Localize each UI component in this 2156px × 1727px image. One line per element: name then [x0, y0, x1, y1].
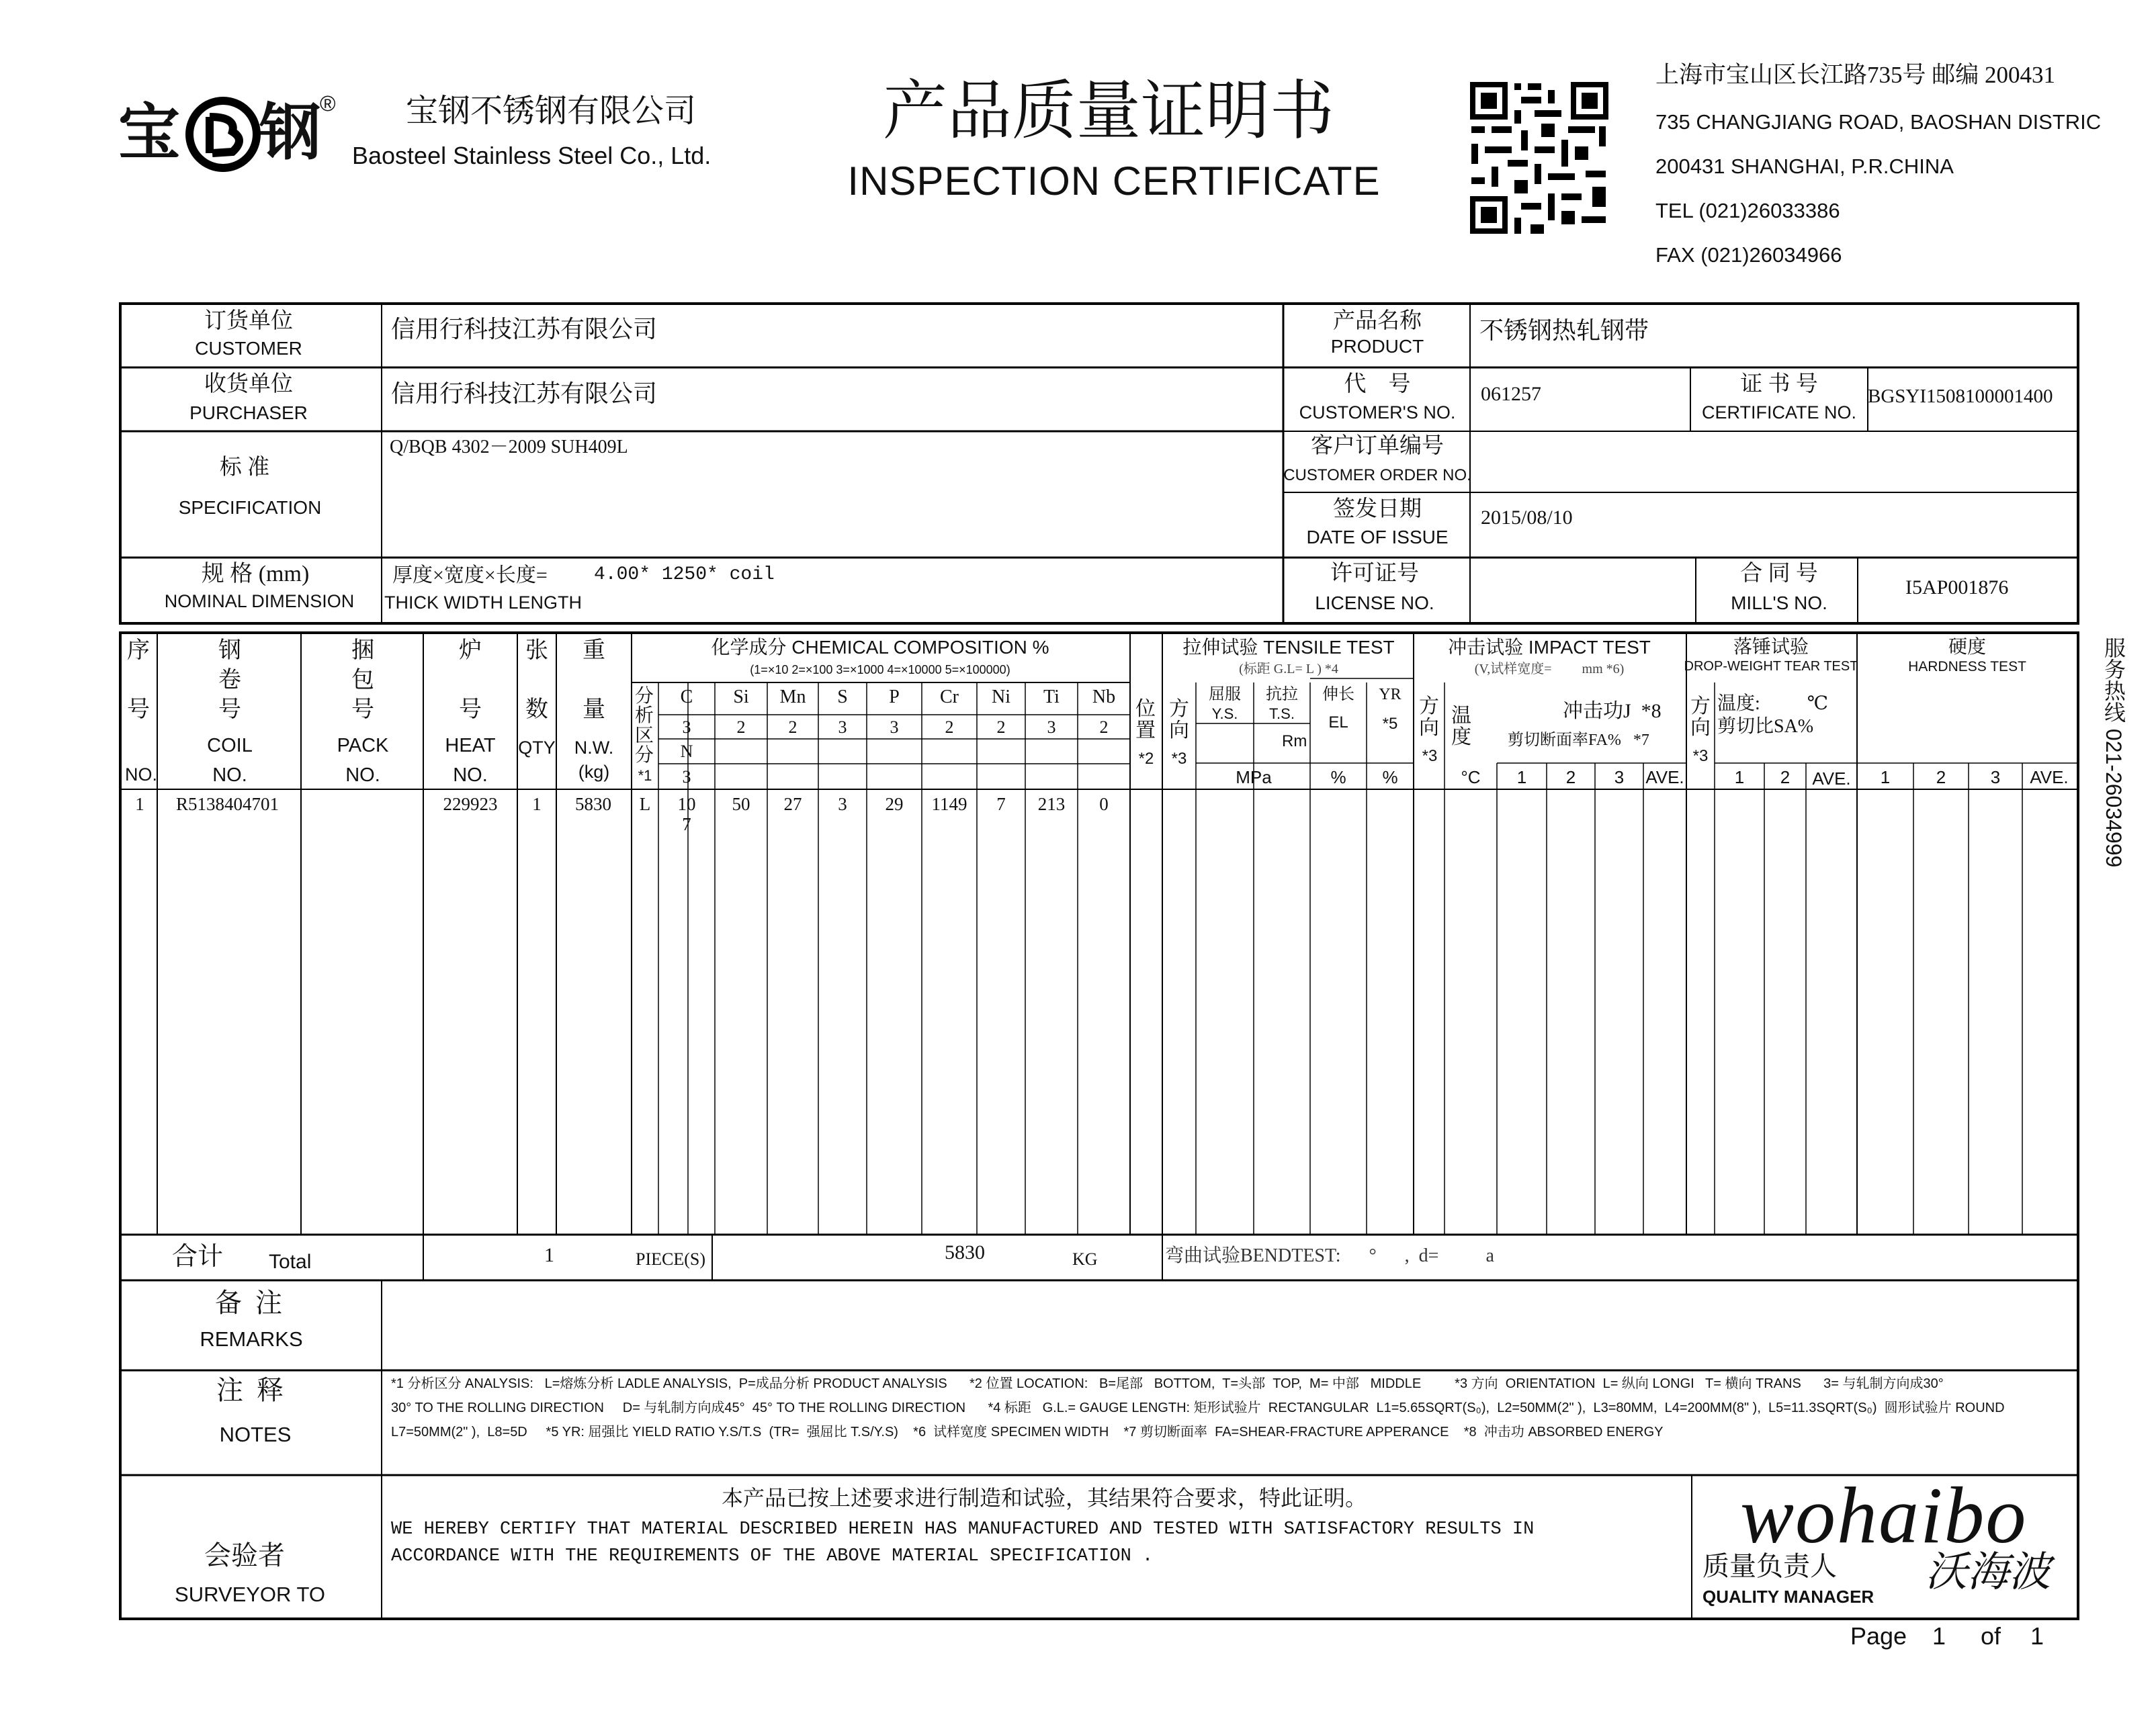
- hardness-title-en: HARDNESS TEST: [1908, 659, 2026, 674]
- pack-label-2: 包: [351, 668, 374, 693]
- qty-label-2: 数: [525, 697, 548, 722]
- license-label-en: LICENSE NO.: [1315, 592, 1434, 613]
- dim-label-en: NOMINAL DIMENSION: [164, 591, 355, 611]
- logo-text-bao: 宝: [118, 99, 181, 167]
- qty-label-1: 张: [525, 638, 548, 663]
- product-label-cn: 产品名称: [1333, 309, 1422, 333]
- purchaser-label-en: PURCHASER: [189, 402, 308, 423]
- element-ti: Ti: [1043, 687, 1060, 707]
- impact-shear-label: 剪切断面率FA% *7: [1508, 732, 1649, 749]
- signature: wohaibo: [1740, 1470, 2028, 1560]
- spec-label-cn: 标 准: [219, 455, 270, 480]
- total-label-cn: 合计: [172, 1243, 224, 1271]
- element-mn: Mn: [779, 687, 806, 707]
- notes-line-1: *1 分析区分 ANALYSIS: L=熔炼分析 LADLE ANALYSIS, P=成品分析 PRODUCT ANALYSIS *2 位置 LOCATION: B=尾部 BOTTOM, T=头部 TOP, M= 中部 MIDDLE *3 方向 ORIENTATION L= 纵向 LONGI T= 横向 TRANS 3= 与轧制方向成30°: [391, 1376, 1944, 1391]
- dim-label-cn: 规 格 (mm): [201, 562, 310, 586]
- license-label-cn: 许可证号: [1330, 562, 1419, 586]
- address-cn: 上海市宝山区长江路735号 邮编 200431: [1655, 62, 2056, 88]
- impact-sub: (V,试样宽度= mm *6): [1474, 662, 1625, 676]
- dwtt-direction-note: *3: [1692, 747, 1709, 765]
- dim-desc-en: THICK WIDTH LENGTH: [384, 592, 582, 613]
- cell-ni: 7: [996, 794, 1006, 814]
- cell-ti: 213: [1037, 794, 1066, 814]
- dwtt-title: 落锤试验: [1733, 637, 1809, 658]
- weight-label-1: 重: [583, 638, 605, 663]
- seq-label-1: 序: [127, 638, 150, 663]
- element-nb: Nb: [1092, 687, 1116, 707]
- remarks-label-en: REMARKS: [200, 1327, 303, 1351]
- dwtt-direction-label: 方向: [1690, 695, 1711, 739]
- impact-temp-unit: °C: [1461, 767, 1481, 787]
- fax: FAX (021)26034966: [1655, 243, 1842, 267]
- cell-si: 50: [732, 794, 750, 814]
- scale-ni: 2: [996, 717, 1006, 737]
- logo-text-gang: 钢: [259, 99, 322, 167]
- product-value: 不锈钢热轧钢带: [1479, 317, 1649, 344]
- chem-scale: (1=×10 2=×100 3=×1000 4=×10000 5=×100000): [750, 663, 1010, 676]
- el-label-en: EL: [1328, 713, 1348, 732]
- hardness-title: 硬度: [1948, 637, 1987, 658]
- scale-n: 3: [682, 767, 691, 787]
- telephone: TEL (021)26033386: [1655, 199, 1840, 222]
- pack-label-3: 号: [351, 697, 374, 722]
- cell-cr: 1149: [931, 794, 967, 814]
- impact-energy-label: 冲击功J *8: [1563, 700, 1662, 722]
- cell-c: 10: [677, 794, 696, 814]
- spec-label-en: SPECIFICATION: [178, 497, 322, 518]
- total-qty-unit: PIECE(S): [636, 1249, 705, 1269]
- qty-label-en: QTY: [518, 738, 556, 758]
- dwtt-col-2: 2: [1780, 767, 1791, 787]
- order-label-cn: 客户订单编号: [1311, 434, 1444, 458]
- cell-seq: 1: [135, 794, 144, 814]
- seq-label-2: 号: [127, 697, 150, 722]
- ts-label-en: T.S.: [1269, 705, 1295, 722]
- location-label: 位置: [1135, 698, 1156, 742]
- notes-label-en: NOTES: [219, 1423, 292, 1446]
- contract-label-cn: 合 同 号: [1740, 562, 1818, 586]
- cell-mn: 27: [783, 794, 802, 814]
- hardness-col-1: 1: [1880, 767, 1891, 787]
- mpa-label: MPa: [1236, 767, 1272, 787]
- surveyor-label-en: SURVEYOR TO: [175, 1583, 325, 1606]
- tensile-direction-note: *3: [1171, 750, 1187, 768]
- qr-code-icon: [1467, 79, 1611, 236]
- impact-title: 冲击试验 IMPACT TEST: [1448, 637, 1651, 658]
- customer-label-en: CUSTOMER: [195, 338, 302, 359]
- customer-value: 信用行科技江苏有限公司: [391, 316, 658, 343]
- el-label-cn: 伸长: [1322, 686, 1354, 703]
- weight-label-en: N.W.: [574, 738, 614, 758]
- dwtt-col-ave: AVE.: [1812, 768, 1851, 789]
- pack-label-en: PACK: [337, 735, 389, 756]
- notes-line-3: L7=50MM(2" ), L8=5D *5 YR: 屈强比 YIELD RATIO Y.S/T.S (TR= 强屈比 T.S/Y.S) *6 试样宽度 SPECIMEN WIDTH *7 剪切断面率 FA=SHEAR-FRACTURE APPERANCE *8 冲击功 ABSORBED ENERGY: [391, 1425, 1664, 1440]
- coil-label-1: 钢: [218, 638, 241, 663]
- quality-manager-cn: 质量负责人: [1702, 1551, 1837, 1581]
- purchaser-label-cn: 收货单位: [204, 372, 293, 396]
- dim-value: 4.00* 1250* coil: [594, 564, 775, 585]
- service-hotline-text: 服务热线 021-26034999: [2102, 637, 2126, 868]
- signature-cn: 沃海波: [1926, 1550, 2051, 1595]
- baosteel-logo: [118, 91, 336, 172]
- pack-label-no: NO.: [345, 764, 380, 786]
- cell-n: 7: [682, 814, 691, 834]
- address-en-line2: 200431 SHANGHAI, P.R.CHINA: [1655, 154, 1954, 178]
- spec-value: Q/BQB 4302－2009 SUH409L: [390, 437, 628, 457]
- customer-label-cn: 订货单位: [204, 309, 293, 333]
- impact-col-2: 2: [1565, 767, 1576, 787]
- surveyor-label-cn: 会验者: [204, 1540, 285, 1570]
- heat-label-en: HEAT: [445, 735, 496, 756]
- seq-label-en: NO.: [124, 764, 158, 785]
- code-value: 061257: [1481, 383, 1541, 405]
- impact-temp-label: 温度: [1451, 705, 1471, 748]
- cell-qty: 1: [532, 794, 542, 814]
- title-cn: 产品质量证明书: [883, 75, 1334, 147]
- dwtt-title-en: DROP-WEIGHT TEAR TEST: [1684, 659, 1858, 674]
- impact-direction-note: *3: [1422, 747, 1438, 765]
- notes-line-2: 30° TO THE ROLLING DIRECTION D= 与轧制方向成45° 45° TO THE ROLLING DIRECTION *4 标距 G.L.= GAUGE LENGTH: 矩形试验片 RECTANGULAR L1=5.65SQRT(S₀), L2=50MM(2" ), L3=80MM, L4=200MM(8" ), L5=11.3SQRT(S₀) 圆形试验片 ROUND: [391, 1401, 2005, 1415]
- total-label-en: Total: [269, 1251, 312, 1273]
- cell-analysis: L: [639, 794, 651, 814]
- baosteel-emblem-icon: [185, 97, 261, 172]
- code-label-cn: 代 号: [1344, 372, 1411, 396]
- hardness-col-2: 2: [1936, 767, 1946, 787]
- element-c: C: [680, 687, 693, 707]
- scale-s: 3: [838, 717, 847, 737]
- service-hotline: [2103, 637, 2130, 946]
- company-name-en: Baosteel Stainless Steel Co., Ltd.: [352, 142, 712, 169]
- page-number: 1: [1932, 1622, 1946, 1650]
- cert-label-en: CERTIFICATE NO.: [1701, 402, 1857, 423]
- certify-en-line2: ACCORDANCE WITH THE REQUIREMENTS OF THE ABOVE MATERIAL SPECIFICATION .: [391, 1546, 1154, 1566]
- certify-cn: 本产品已按上述要求进行制造和试验，其结果符合要求，特此证明。: [721, 1486, 1367, 1510]
- date-label-cn: 签发日期: [1333, 497, 1422, 521]
- heat-label-1: 炉: [459, 638, 482, 663]
- impact-col-3: 3: [1614, 767, 1625, 787]
- dwtt-shear-label: 剪切比SA%: [1717, 716, 1814, 737]
- dwtt-col-1: 1: [1734, 767, 1745, 787]
- pack-label-1: 捆: [351, 638, 374, 663]
- weight-label-unit: (kg): [578, 762, 610, 782]
- company-name-cn: 宝钢不锈钢有限公司: [406, 93, 697, 129]
- element-cr: Cr: [940, 687, 959, 707]
- yr-unit: %: [1382, 767, 1398, 787]
- element-p: P: [889, 687, 900, 707]
- contract-label-en: MILL'S NO.: [1731, 592, 1827, 613]
- address-en-line1: 735 CHANGJIANG ROAD, BAOSHAN DISTRIC: [1655, 110, 2102, 134]
- quality-manager-en: QUALITY MANAGER: [1702, 1587, 1874, 1607]
- el-unit: %: [1330, 767, 1346, 787]
- impact-direction-label: 方向: [1419, 695, 1439, 739]
- dwtt-temp-label: 温度: ℃: [1717, 693, 1829, 714]
- cell-s: 3: [838, 794, 847, 814]
- location-note: *2: [1138, 750, 1154, 768]
- scale-mn: 2: [788, 717, 797, 737]
- hardness-col-3: 3: [1990, 767, 2001, 787]
- contract-value: I5AP001876: [1905, 576, 2009, 599]
- code-label-en: CUSTOMER'S NO.: [1299, 402, 1456, 423]
- tensile-sub: (标距 G.L= L ) *4: [1239, 662, 1338, 676]
- coil-label-en: COIL: [207, 735, 253, 756]
- element-ni: Ni: [992, 687, 1010, 707]
- scale-p: 3: [890, 717, 899, 737]
- ys-label-cn: 屈服: [1209, 686, 1241, 703]
- scale-c: 3: [682, 717, 691, 737]
- total-qty: 1: [544, 1244, 554, 1266]
- bend-test: 弯曲试验BENDTEST: ° , d= a: [1165, 1245, 1494, 1266]
- ts-label-cn: 抗拉: [1266, 686, 1298, 703]
- element-s: S: [837, 687, 848, 707]
- certify-en-line1: WE HEREBY CERTIFY THAT MATERIAL DESCRIBED HEREIN HAS MANUFACTURED AND TESTED WITH SATISFACTORY RESULTS IN: [391, 1519, 1535, 1540]
- analysis-note: *1: [638, 767, 652, 784]
- scale-si: 2: [736, 717, 746, 737]
- scale-ti: 3: [1047, 717, 1056, 737]
- tensile-direction-label: 方向: [1169, 698, 1189, 742]
- date-value: 2015/08/10: [1481, 506, 1573, 529]
- element-si: Si: [733, 687, 749, 707]
- date-label-en: DATE OF ISSUE: [1306, 527, 1449, 547]
- dim-desc-cn: 厚度×宽度×长度=: [392, 564, 548, 586]
- element-n: N: [680, 742, 693, 761]
- heat-label-no: NO.: [453, 764, 488, 786]
- yr-label: YR: [1379, 686, 1402, 703]
- coil-label-2: 卷: [218, 668, 241, 693]
- remarks-label-cn: 备 注: [215, 1288, 282, 1318]
- page-label: Page: [1850, 1622, 1907, 1650]
- heat-label-2: 号: [459, 697, 482, 722]
- scale-cr: 2: [945, 717, 954, 737]
- scale-nb: 2: [1099, 717, 1109, 737]
- coil-label-no: NO.: [212, 764, 247, 786]
- ys-label-en: Y.S.: [1211, 705, 1238, 722]
- cell-heat: 229923: [443, 794, 498, 814]
- cell-nb: 0: [1099, 794, 1109, 814]
- cert-label-cn: 证 书 号: [1740, 372, 1818, 396]
- total-weight: 5830: [945, 1241, 985, 1264]
- cell-p: 29: [885, 794, 904, 814]
- cell-weight: 5830: [575, 794, 611, 814]
- impact-col-1: 1: [1516, 767, 1527, 787]
- impact-col-ave: AVE.: [1645, 767, 1684, 787]
- yr-note: *5: [1382, 715, 1398, 733]
- title-en: INSPECTION CERTIFICATE: [847, 159, 1381, 204]
- purchaser-value: 信用行科技江苏有限公司: [391, 380, 658, 407]
- rm-label: Rm: [1282, 732, 1307, 750]
- page-total: 1: [2030, 1622, 2044, 1650]
- total-weight-unit: KG: [1072, 1249, 1098, 1269]
- notes-label-cn: 注 释: [216, 1375, 284, 1405]
- cell-coil: R5138404701: [176, 794, 279, 814]
- hardness-col-ave: AVE.: [2030, 767, 2069, 787]
- coil-label-3: 号: [218, 697, 241, 722]
- cert-value: BGSYI1508100001400: [1868, 386, 2053, 407]
- tensile-title: 拉伸试验 TENSILE TEST: [1182, 637, 1395, 658]
- analysis-label: 分析区分: [634, 686, 654, 766]
- page-of-label: of: [1981, 1622, 2001, 1650]
- product-label-en: PRODUCT: [1330, 336, 1424, 357]
- order-label-en: CUSTOMER ORDER NO.: [1283, 466, 1471, 484]
- registered-mark: ®: [320, 91, 336, 116]
- weight-label-2: 量: [583, 697, 605, 722]
- chem-title: 化学成分 CHEMICAL COMPOSITION %: [711, 637, 1049, 658]
